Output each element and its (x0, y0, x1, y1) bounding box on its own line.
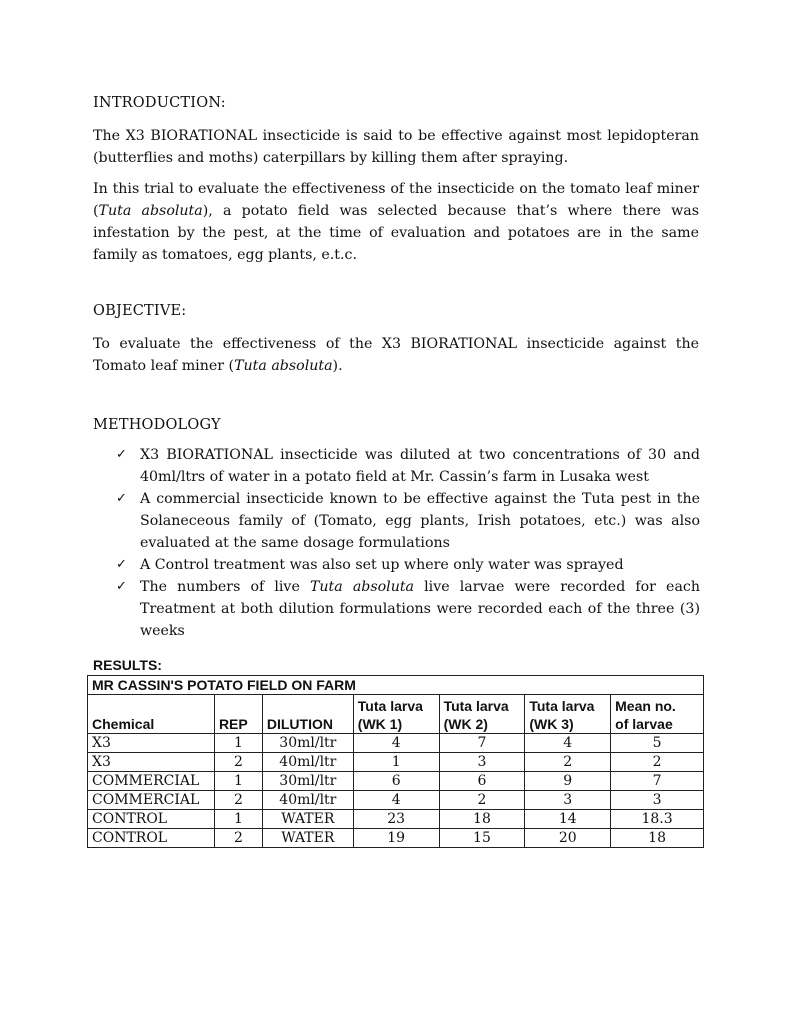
table-row (88, 810, 704, 829)
cell-wk3: 2 (525, 753, 611, 772)
cell-mean: 5 (611, 734, 704, 753)
methodology-item-1-text: X3 BIORATIONAL insecticide was diluted at two concentrations of 30 and 40ml/ltrs of water in a potato field at Mr. Cassin’s farm in Lusaka west (140, 447, 700, 485)
cell-dilution: WATER (262, 810, 353, 829)
cell-chemical: CONTROL (88, 829, 215, 848)
column-header-chemical: Chemical (88, 695, 215, 734)
column-header-wk1-line2: (WK 1) (357, 716, 403, 732)
cell-wk1: 19 (353, 829, 439, 848)
cell-wk3: 14 (525, 810, 611, 829)
cell-rep: 2 (214, 791, 262, 810)
checkmark-icon: ✓ (116, 447, 127, 462)
methodology-item-3-text: A Control treatment was also set up where only water was sprayed (140, 557, 624, 573)
column-header-mean-line2: of larvae (615, 716, 673, 732)
column-header-mean (611, 695, 704, 734)
results-heading: RESULTS: (93, 657, 162, 673)
cell-rep: 2 (214, 829, 262, 848)
methodology-item-4-species-name: Tuta absoluta (309, 579, 415, 595)
intro-p2-part-a: In this trial to evaluate the effectiveness of the insecticide on the tomato leaf miner ( (93, 181, 699, 219)
cell-rep: 1 (214, 734, 262, 753)
column-header-wk3-line2: (WK 3) (529, 716, 574, 732)
column-header-rep: REP (214, 695, 262, 734)
cell-wk3: 20 (525, 829, 611, 848)
methodology-list (116, 444, 700, 642)
intro-p2-species-name: Tuta absoluta (98, 203, 203, 219)
cell-wk1: 1 (353, 753, 439, 772)
cell-wk1: 4 (353, 734, 439, 753)
column-header-dilution: DILUTION (262, 695, 353, 734)
cell-wk1: 4 (353, 791, 439, 810)
table-row (88, 734, 704, 753)
cell-wk2: 7 (439, 734, 525, 753)
table-row (88, 772, 704, 791)
cell-dilution: 40ml/ltr (262, 791, 353, 810)
cell-chemical: X3 (88, 734, 215, 753)
objective-heading: OBJECTIVE: (93, 303, 187, 319)
methodology-item-4 (116, 576, 700, 642)
methodology-item-4-part-a: The numbers of live (140, 579, 310, 595)
table-title: MR CASSIN'S POTATO FIELD ON FARM (88, 676, 704, 695)
cell-rep: 1 (214, 810, 262, 829)
table-row (88, 753, 704, 772)
cell-wk2: 6 (439, 772, 525, 791)
column-header-wk1 (353, 695, 439, 734)
column-header-wk2 (439, 695, 525, 734)
column-header-wk2-line1: Tuta larva (443, 698, 509, 714)
cell-dilution: WATER (262, 829, 353, 848)
cell-dilution: 30ml/ltr (262, 734, 353, 753)
checkmark-icon: ✓ (116, 491, 127, 506)
objective-part-b: ). (332, 358, 343, 374)
column-header-wk1-line1: Tuta larva (357, 698, 423, 714)
cell-dilution: 30ml/ltr (262, 772, 353, 791)
table-row (88, 791, 704, 810)
results-table (87, 675, 704, 848)
introduction-heading: INTRODUCTION: (93, 95, 226, 111)
cell-chemical: COMMERCIAL (88, 791, 215, 810)
cell-mean: 18.3 (611, 810, 704, 829)
cell-wk3: 3 (525, 791, 611, 810)
cell-wk3: 9 (525, 772, 611, 791)
column-header-wk3-line1: Tuta larva (529, 698, 595, 714)
methodology-item-2-text: A commercial insecticide known to be effective against the Tuta pest in the Solaneceous family of (Tomato, egg plants, Irish potatoes, etc.) was also evaluated at the same dosage formulations (140, 491, 700, 551)
cell-mean: 18 (611, 829, 704, 848)
methodology-item-3 (116, 554, 700, 576)
objective-part-a: To evaluate the effectiveness of the X3 BIORATIONAL insecticide against the Tomato leaf miner ( (93, 336, 699, 374)
cell-rep: 2 (214, 753, 262, 772)
cell-wk2: 18 (439, 810, 525, 829)
cell-wk1: 23 (353, 810, 439, 829)
introduction-paragraph-1 (93, 125, 699, 169)
intro-p2-part-b: ), a potato field was selected because that’s where there was infestation by the pest, at the time of evaluation and potatoes are in the same family as tomatoes, egg plants, e.t.c. (93, 203, 699, 263)
cell-mean: 2 (611, 753, 704, 772)
cell-chemical: CONTROL (88, 810, 215, 829)
cell-wk1: 6 (353, 772, 439, 791)
methodology-item-1 (116, 444, 700, 488)
cell-chemical: X3 (88, 753, 215, 772)
table-row (88, 829, 704, 848)
cell-wk2: 15 (439, 829, 525, 848)
column-header-wk3 (525, 695, 611, 734)
table-header-row (88, 695, 704, 734)
cell-wk3: 4 (525, 734, 611, 753)
checkmark-icon: ✓ (116, 557, 127, 572)
methodology-item-2 (116, 488, 700, 554)
cell-mean: 3 (611, 791, 704, 810)
introduction-paragraph-2 (93, 178, 699, 266)
cell-wk2: 3 (439, 753, 525, 772)
cell-wk2: 2 (439, 791, 525, 810)
column-header-wk2-line2: (WK 2) (443, 716, 488, 732)
column-header-mean-line1: Mean no. (615, 698, 676, 714)
cell-mean: 7 (611, 772, 704, 791)
cell-chemical: COMMERCIAL (88, 772, 215, 791)
introduction-paragraph-1-text: The X3 BIORATIONAL insecticide is said to be effective against most lepidopteran (butterflies and moths) caterpillars by killing them after spraying. (93, 128, 699, 166)
objective-species-name: Tuta absoluta (234, 358, 333, 374)
cell-rep: 1 (214, 772, 262, 791)
cell-dilution: 40ml/ltr (262, 753, 353, 772)
objective-paragraph (93, 333, 699, 377)
methodology-item-4-part-b: live larvae were recorded for each Treatment at both dilution formulations were recorded each of the three (3) weeks (140, 579, 700, 639)
methodology-heading: METHODOLOGY (93, 417, 221, 433)
checkmark-icon: ✓ (116, 579, 127, 594)
